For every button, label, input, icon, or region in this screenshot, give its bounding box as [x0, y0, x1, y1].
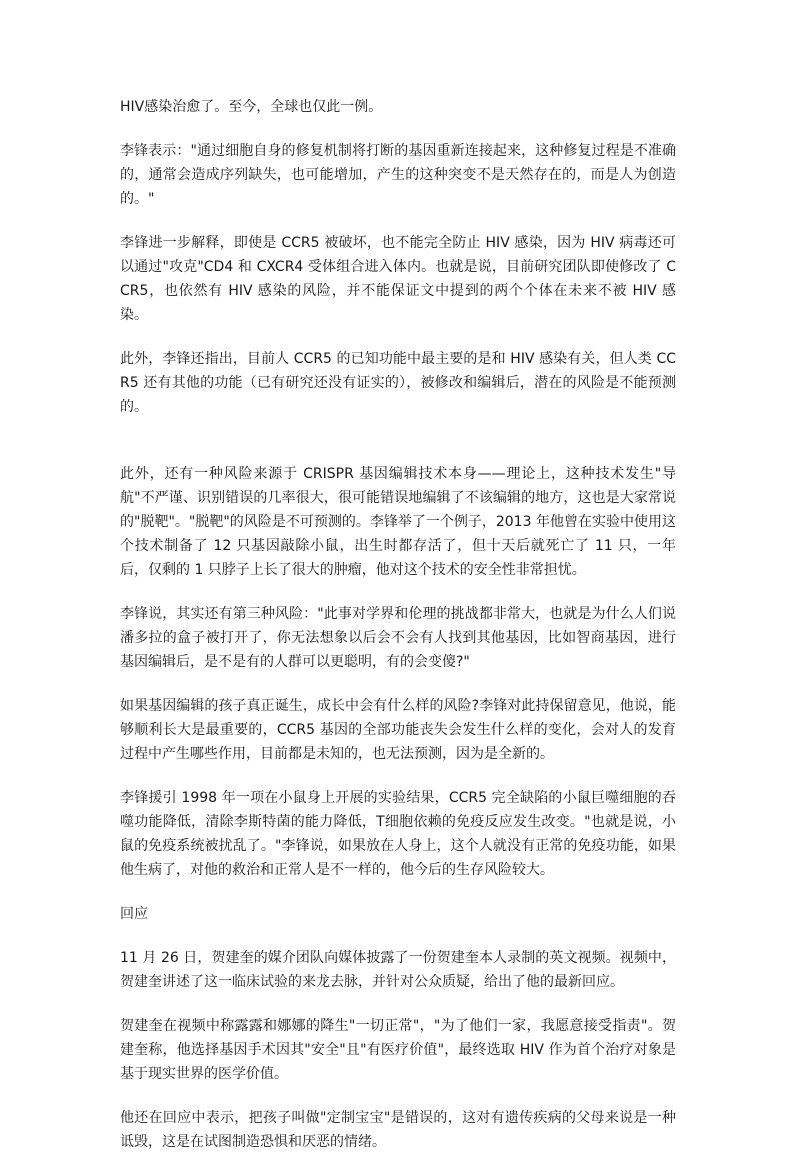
section-paragraph-1: 11 月 26 日，贺建奎的媒介团队向媒体披露了一份贺建奎本人录制的英文视频。视频中，贺建奎讲述了这一临床试验的来龙去脉，并针对公众质疑，给出了他的最新回应。 — [120, 950, 676, 990]
paragraph-6: 李锋说，其实还有第三种风险："此事对学界和伦理的挑战都非常大，也就是为什么人们说潘多拉的盒子被打开了，你无法想象以后会不会有人找到其他基因，比如智商基因，进行基因编辑后，是不是有的人群可以更聪明，有的会变傻?" — [120, 606, 676, 670]
paragraph-7: 如果基因编辑的孩子真正诞生，成长中会有什么样的风险?李锋对此持保留意见，他说，能够顺利长大是最重要的，CCR5 基因的全部功能丧失会发生什么样的变化，会对人的发育过程中产生哪些作用，目前都是未知的，也无法预测，因为是全新的。 — [120, 698, 676, 762]
paragraph-3: 李锋进一步解释，即使是 CCR5 被破坏，也不能完全防止 HIV 感染，因为 HIV 病毒还可以通过"攻克"CD4 和 CXCR4 受体组合进入体内。也就是说，目前研究团队即使修改了 CCR5，也依然有 HIV 感染的风险，并不能保证文中提到的两个个体在未来不被 HIV 感染。 — [120, 235, 676, 323]
paragraph-1: HIV感染治愈了。至今，全球也仅此一例。 — [120, 99, 383, 115]
paragraph-2: 李锋表示："通过细胞自身的修复机制将打断的基因重新连接起来，这种修复过程是不准确的，通常会造成序列缺失，也可能增加，产生的这种突变不是天然存在的，而是人为创造的。" — [120, 143, 676, 207]
section-paragraph-2: 贺建奎在视频中称露露和娜娜的降生"一切正常"，"为了他们一家，我愿意接受指责"。贺建奎称，他选择基因手术因其"安全"且"有医疗价值"，最终选取 HIV 作为首个治疗对象是基于现实世界的医学价值。 — [120, 1018, 676, 1082]
section-paragraph-3: 他还在回应中表示，把孩子叫做"定制宝宝"是错误的，这对有遗传疾病的父母来说是一种诋毁，这是在试图制造恐惧和厌恶的情绪。 — [120, 1110, 676, 1150]
section-heading: 回应 — [120, 906, 148, 922]
paragraph-8: 李锋援引 1998 年一项在小鼠身上开展的实验结果，CCR5 完全缺陷的小鼠巨噬细胞的吞噬功能降低，清除李斯特菌的能力降低，T细胞依赖的免疫反应发生改变。"也就是说，小鼠的免疫系统被扰乱了。"李锋说，如果放在人身上，这个人就没有正常的免疫功能，如果他生病了，对他的救治和正常人是不一样的，他今后的生存风险较大。 — [120, 790, 676, 878]
paragraph-5: 此外，还有一种风险来源于 CRISPR 基因编辑技术本身——理论上，这种技术发生"导航"不严谨、识别错误的几率很大，很可能错误地编辑了不该编辑的地方，这也是大家常说的"脱靶"。"脱靶"的风险是不可预测的。李锋举了一个例子，2013 年他曾在实验中使用这个技术制备了 12 只基因敲除小鼠，出生时都存活了，但十天后就死亡了 11 只，一年后，仅剩的 1 只脖子上长了很大的肿瘤，他对这个技术的安全性非常担忧。 — [120, 466, 676, 578]
article-body — [120, 95, 676, 1174]
paragraph-4: 此外，李锋还指出，目前人 CCR5 的已知功能中最主要的是和 HIV 感染有关，但人类 CCR5 还有其他的功能（已有研究还没有证实的），被修改和编辑后，潜在的风险是不能预测的。 — [120, 351, 676, 415]
